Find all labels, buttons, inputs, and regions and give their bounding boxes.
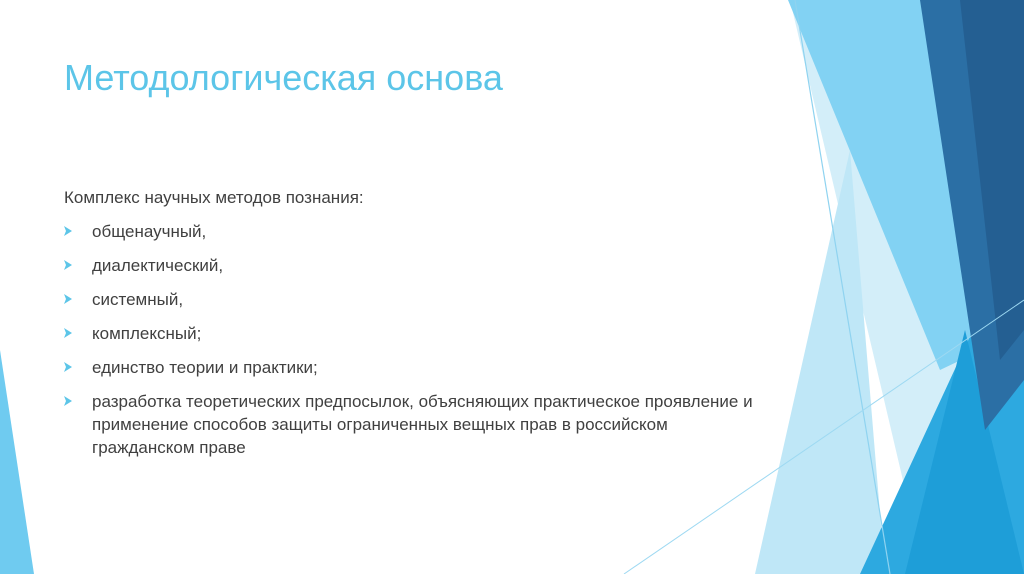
page-title: Методологическая основа bbox=[64, 57, 503, 98]
slide-content bbox=[64, 186, 764, 470]
list-item bbox=[64, 288, 764, 311]
arrow-bullet-icon bbox=[64, 226, 72, 236]
list-item-text: единство теории и практики; bbox=[92, 358, 318, 377]
list-item bbox=[64, 390, 764, 459]
bullet-list bbox=[64, 220, 764, 459]
list-item bbox=[64, 254, 764, 277]
arrow-bullet-icon bbox=[64, 294, 72, 304]
left-edge-shape bbox=[0, 350, 34, 574]
list-item bbox=[64, 356, 764, 379]
arrow-bullet-icon bbox=[64, 362, 72, 372]
list-item-text: системный, bbox=[92, 290, 184, 309]
arrow-bullet-icon bbox=[64, 260, 72, 270]
list-item bbox=[64, 322, 764, 345]
list-item-text: диалектический, bbox=[92, 256, 224, 275]
intro-text: Комплекс научных методов познания: bbox=[64, 188, 364, 207]
list-item-text: комплексный; bbox=[92, 324, 202, 343]
list-item bbox=[64, 220, 764, 243]
list-item-text: разработка теоретических предпосылок, объясняющих практическое проявление и применение способов защиты ограниченных вещных прав в российском гражданском праве bbox=[92, 392, 753, 457]
arrow-bullet-icon bbox=[64, 328, 72, 338]
arrow-bullet-icon bbox=[64, 396, 72, 406]
list-item-text: общенаучный, bbox=[92, 222, 207, 241]
